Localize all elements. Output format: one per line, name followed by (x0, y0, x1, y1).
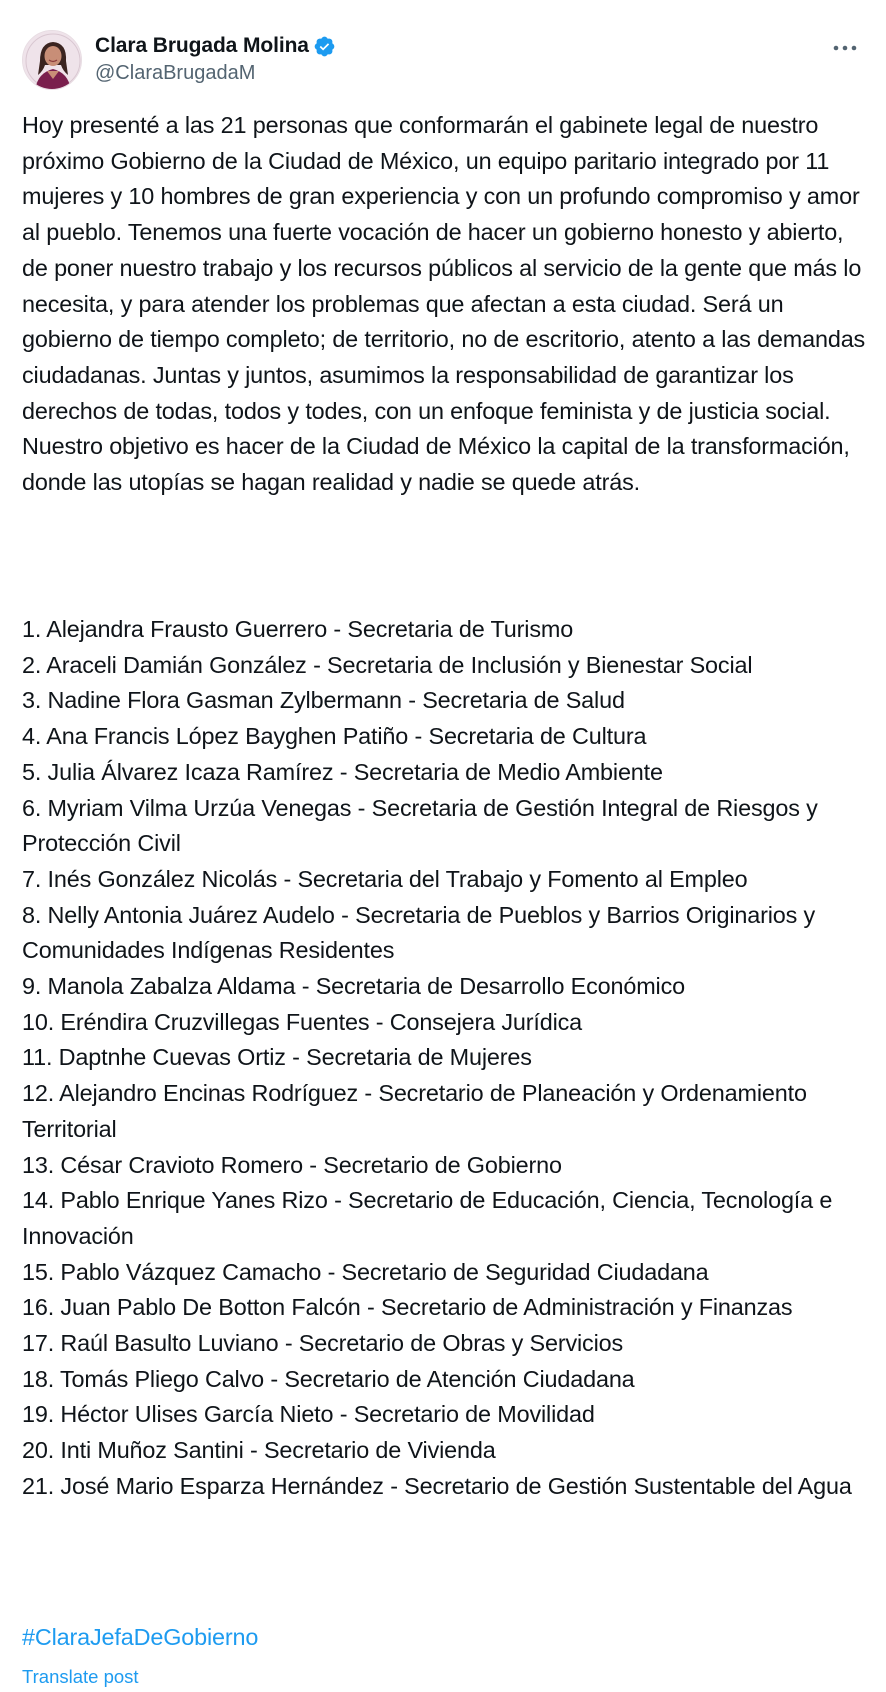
translate-post-link[interactable]: Translate post (22, 1666, 139, 1687)
list-item: 13. César Cravioto Romero - Secretario de Gobierno (22, 1151, 562, 1178)
handle[interactable]: @ClaraBrugadaM (95, 62, 256, 84)
list-item: 8. Nelly Antonia Juárez Audelo - Secretaria de Pueblos y Barrios Originarios y Comunidades Indígenas Residentes (22, 901, 816, 964)
list-item: 9. Manola Zabalza Aldama - Secretaria de Desarrollo Económico (22, 973, 686, 1000)
list-item: 12. Alejandro Encinas Rodríguez - Secretario de Planeación y Ordenamiento Territorial (22, 1080, 807, 1142)
list-item: 2. Araceli Damián González - Secretaria de Inclusión y Bienestar Social (22, 651, 753, 678)
avatar-photo (23, 31, 82, 90)
avatar[interactable] (22, 30, 82, 90)
list-item: 11. Daptnhe Cuevas Ortiz - Secretaria de Mujeres (22, 1044, 532, 1071)
display-name[interactable]: Clara Brugada Molina (95, 34, 309, 57)
post-text: Hoy presenté a las 21 personas que conformarán el gabinete legal de nuestro próximo Gobierno de la Ciudad de México, un equipo paritario integrado por 11 mujeres y 10 hombres de gran experiencia y con un profundo compromiso y amor al pueblo. Tenemos una fuerte vocación de hacer un gobierno honesto y abierto, de poner nuestro trabajo y los recursos públicos al servicio de la gente que más lo necesita, y para atender los problemas que afectan a esta ciudad. Será un gobierno de tiempo completo; de territorio, no de escritorio, atento a las demandas ciudadanas. Juntas y juntos, asumimos la responsabilidad de garantizar los derechos de todas, todos y todes, con un enfoque feminista y de justicia social. Nuestro objetivo es hacer de la Ciudad de México la capital de la transformación, donde las utopías se hagan realidad y nadie se quede atrás. (22, 112, 872, 496)
list-item: 14. Pablo Enrique Yanes Rizo - Secretario de Educación, Ciencia, Tecnología e Innovación (22, 1187, 833, 1249)
list-item: 17. Raúl Basulto Luviano - Secretario de Obras y Servicios (22, 1330, 624, 1357)
name-row (95, 32, 336, 60)
tweet-header (22, 30, 864, 92)
list-item: 4. Ana Francis López Bayghen Patiño - Secretaria de Cultura (22, 723, 647, 750)
list-item: 19. Héctor Ulises García Nieto - Secretario de Movilidad (22, 1401, 595, 1428)
list-item: 6. Myriam Vilma Urzúa Venegas - Secretaria de Gestión Integral de Riesgos y Protección Civil (22, 794, 818, 857)
list-item: 16. Juan Pablo De Botton Falcón - Secretario de Administración y Finanzas (22, 1294, 793, 1321)
list-item: 1. Alejandra Frausto Guerrero - Secretaria de Turismo (22, 616, 574, 642)
list-item: 7. Inés González Nicolás - Secretaria del Trabajo y Fomento al Empleo (22, 865, 748, 892)
list-item: 5. Julia Álvarez Icaza Ramírez - Secretaria de Medio Ambiente (22, 758, 663, 785)
list-item: 15. Pablo Vázquez Camacho - Secretario de Seguridad Ciudadana (22, 1258, 709, 1285)
list-item: 20. Inti Muñoz Santini - Secretario de Vivienda (22, 1437, 496, 1464)
author-info (95, 32, 336, 85)
list-item: 21. José Mario Esparza Hernández - Secretario de Gestión Sustentable del Agua (22, 1472, 852, 1499)
list-item: 18. Tomás Pliego Calvo - Secretario de Atención Ciudadana (22, 1365, 635, 1392)
hashtag-link[interactable]: #ClaraJefaDeGobierno (22, 1624, 259, 1650)
cabinet-list (22, 612, 872, 1505)
list-item: 10. Eréndira Cruzvillegas Fuentes - Consejera Jurídica (22, 1008, 583, 1035)
list-item: 3. Nadine Flora Gasman Zylbermann - Secretaria de Salud (22, 687, 625, 714)
more-horizontal-icon[interactable] (830, 38, 860, 58)
verified-badge-icon (313, 35, 336, 58)
